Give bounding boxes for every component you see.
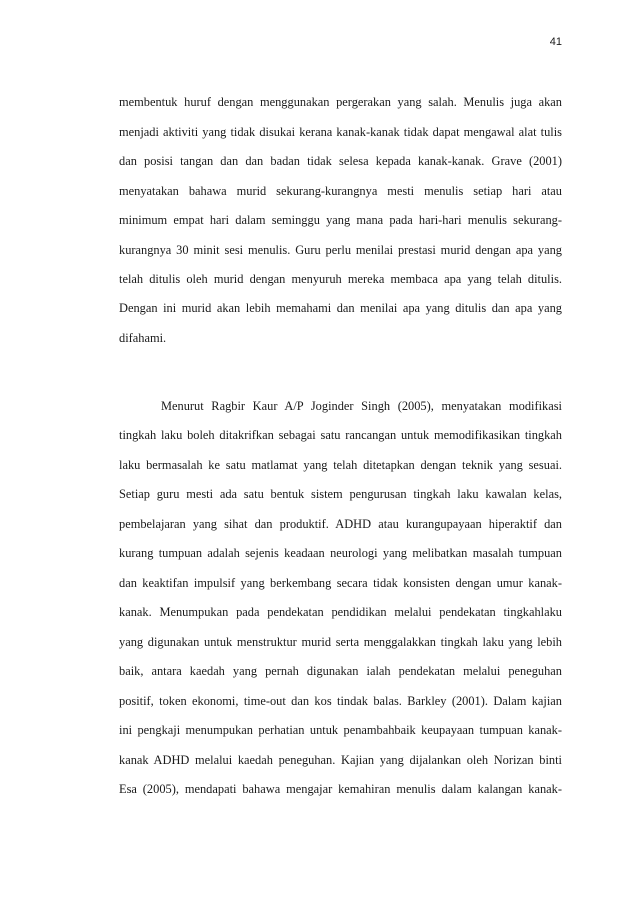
paragraph-line: minimum empat hari dalam seminggu yang mana pada hari-hari menulis sekurang- <box>119 213 562 227</box>
paragraph-line: telah ditulis oleh murid dengan menyuruh mereka membaca apa yang telah ditulis. <box>119 272 562 286</box>
paragraph-line: menyatakan bahawa murid sekurang-kurangnya mesti menulis setiap hari atau <box>119 184 562 198</box>
paragraph-line: yang digunakan untuk menstruktur murid serta menggalakkan tingkah laku yang lebih <box>119 635 562 649</box>
paragraph-line: kanak. Menumpukan pada pendekatan pendidikan melalui pendekatan tingkahlaku <box>119 605 562 619</box>
paragraph-line: dan keaktifan impulsif yang berkembang secara tidak konsisten dengan umur kanak- <box>119 576 562 590</box>
paragraph-line: Dengan ini murid akan lebih memahami dan menilai apa yang ditulis dan apa yang <box>119 301 562 315</box>
paragraph-line: kanak ADHD melalui kaedah peneguhan. Kajian yang dijalankan oleh Norizan binti <box>119 753 562 767</box>
paragraph-line: Menurut Ragbir Kaur A/P Joginder Singh (2005), menyatakan modifikasi <box>161 399 562 413</box>
paragraph-line: kurang tumpuan adalah sejenis keadaan neurologi yang melibatkan masalah tumpuan <box>119 546 562 560</box>
paragraph-line: dan posisi tangan dan dan badan tidak selesa kepada kanak-kanak. Grave (2001) <box>119 154 562 168</box>
paragraph-line: Setiap guru mesti ada satu bentuk sistem pengurusan tingkah laku kawalan kelas, <box>119 487 562 501</box>
paragraph-line: tingkah laku boleh ditakrifkan sebagai satu rancangan untuk memodifikasikan tingkah <box>119 428 562 442</box>
page-number: 41 <box>549 36 562 48</box>
paragraph-line: pembelajaran yang sihat dan produktif. ADHD atau kurangupayaan hiperaktif dan <box>119 517 562 531</box>
paragraph-line: laku bermasalah ke satu matlamat yang telah ditetapkan dengan teknik yang sesuai. <box>119 458 562 472</box>
paragraph-line: baik, antara kaedah yang pernah digunakan ialah pendekatan melalui peneguhan <box>119 664 562 678</box>
paragraph-line: difahami. <box>119 331 167 345</box>
paragraph-line: kurangnya 30 minit sesi menulis. Guru perlu menilai prestasi murid dengan apa yang <box>119 243 562 257</box>
paragraph-line: positif, token ekonomi, time-out dan kos tindak balas. Barkley (2001). Dalam kajian <box>119 694 562 708</box>
paragraph-line: menjadi aktiviti yang tidak disukai kerana kanak-kanak tidak dapat mengawal alat tulis <box>119 125 562 139</box>
paragraph-line: Esa (2005), mendapati bahawa mengajar kemahiran menulis dalam kalangan kanak- <box>119 782 562 796</box>
paragraph-line: membentuk huruf dengan menggunakan pergerakan yang salah. Menulis juga akan <box>119 95 562 109</box>
paragraph-line: ini pengkaji menumpukan perhatian untuk penambahbaik keupayaan tumpuan kanak- <box>119 723 562 737</box>
